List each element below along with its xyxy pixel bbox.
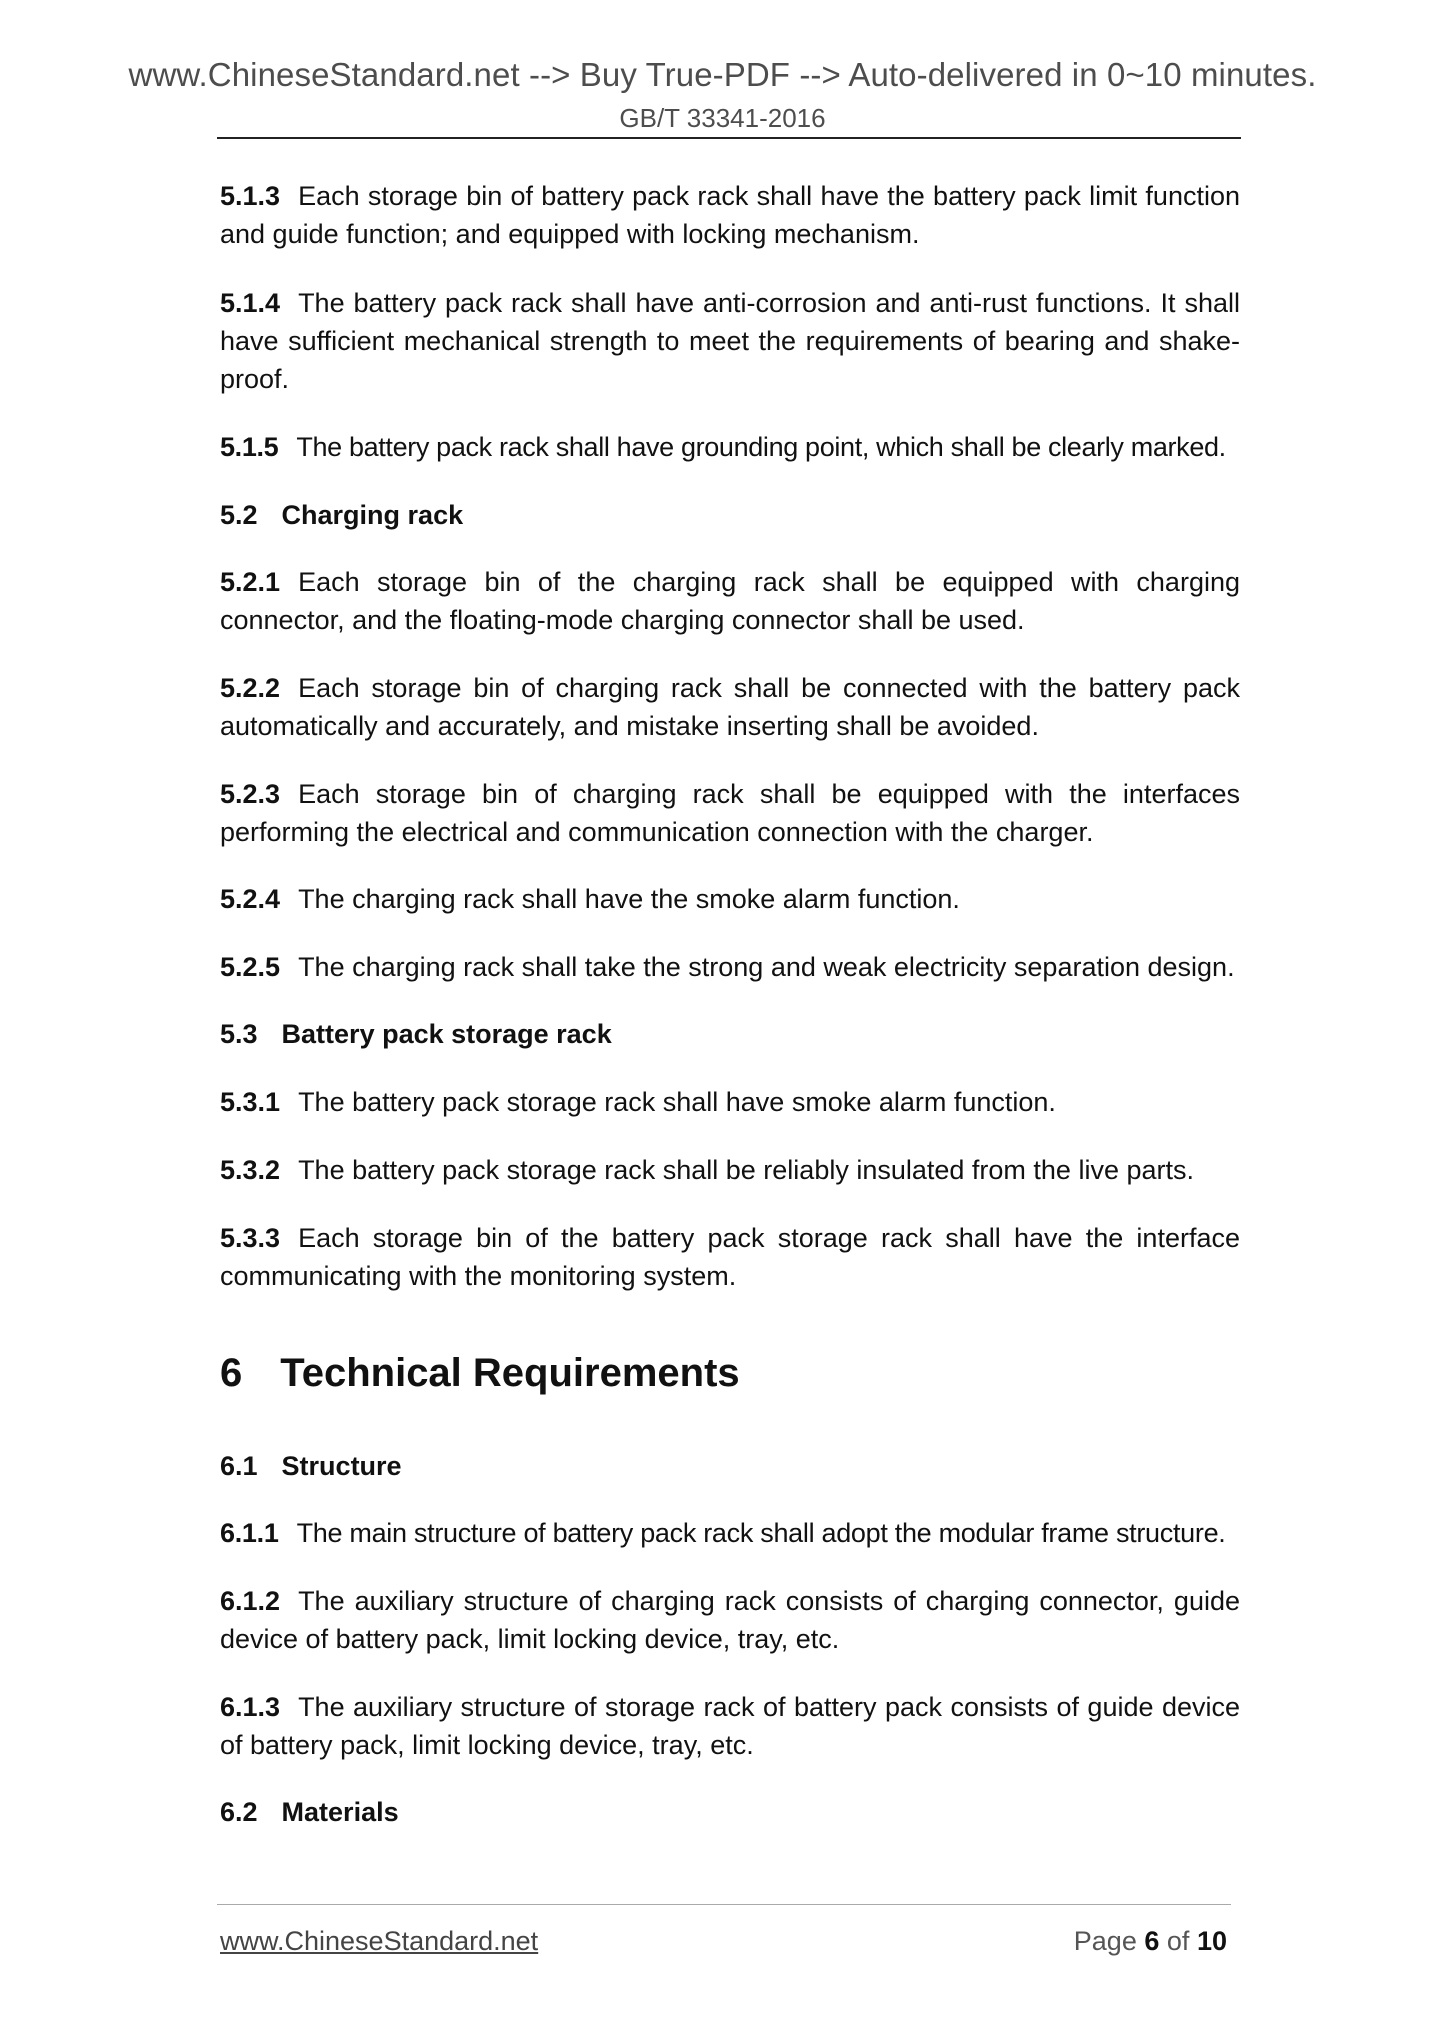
page-total: 10 (1196, 1926, 1227, 1956)
chapter-number: 6 (220, 1351, 243, 1395)
section-6-2-heading (220, 1793, 399, 1831)
clause-text: The charging rack shall have the smoke alarm function. (298, 884, 960, 914)
clause-text: The auxiliary structure of charging rack consists of charging connector, guide device of battery pack, limit locking device, tray, etc. (220, 1586, 1240, 1654)
clause-text: The battery pack rack shall have anti-corrosion and anti-rust functions. It shall have sufficient mechanical strength to meet the requirements of bearing and shake-proof. (220, 288, 1240, 394)
clause-6-1-1 (220, 1514, 1240, 1552)
clause-5-3-1 (220, 1083, 1240, 1121)
clause-5-3-2 (220, 1151, 1240, 1189)
footer-divider (217, 1904, 1231, 1905)
clause-5-2-2 (220, 669, 1240, 745)
section-number: 6.1 (220, 1451, 258, 1481)
section-number: 6.2 (220, 1797, 258, 1827)
clause-text: The battery pack storage rack shall be reliably insulated from the live parts. (298, 1155, 1194, 1185)
chapter-title: Technical Requirements (280, 1351, 740, 1395)
clause-5-3-3 (220, 1219, 1240, 1295)
clause-5-2-3 (220, 775, 1240, 851)
clause-6-1-3 (220, 1688, 1240, 1764)
clause-number: 5.2.2 (220, 673, 281, 703)
section-title: Structure (281, 1451, 402, 1481)
clause-5-2-1 (220, 563, 1240, 639)
section-number: 5.3 (220, 1019, 258, 1049)
page-indicator (1074, 1926, 1227, 1957)
section-5-2-heading (220, 496, 463, 534)
clause-number: 5.3.1 (220, 1087, 281, 1117)
clause-5-2-4 (220, 880, 1240, 918)
page-label: Page (1073, 1926, 1137, 1956)
clause-text: Each storage bin of battery pack rack shall have the battery pack limit function and guide function; and equipped with locking mechanism. (220, 181, 1240, 249)
chapter-6-heading (220, 1348, 740, 1398)
header-divider (217, 137, 1241, 139)
clause-text: The main structure of battery pack rack shall adopt the modular frame structure. (296, 1518, 1226, 1548)
clause-5-2-5 (220, 948, 1240, 986)
clause-number: 5.3.2 (220, 1155, 281, 1185)
clause-number: 6.1.3 (220, 1692, 281, 1722)
clause-text: Each storage bin of charging rack shall be equipped with the interfaces performing the electrical and communication connection with the charger. (220, 779, 1240, 847)
clause-number: 5.2.1 (220, 567, 281, 597)
clause-number: 6.1.1 (220, 1518, 279, 1548)
section-5-3-heading (220, 1015, 612, 1053)
clause-number: 5.2.3 (220, 779, 281, 809)
clause-text: The charging rack shall take the strong and weak electricity separation design. (298, 952, 1235, 982)
clause-text: Each storage bin of the battery pack storage rack shall have the interface communicating with the monitoring system. (220, 1223, 1240, 1291)
clause-number: 6.1.2 (220, 1586, 281, 1616)
section-number: 5.2 (220, 500, 258, 530)
section-title: Materials (281, 1797, 399, 1827)
header-banner: www.ChineseStandard.net --> Buy True-PDF --> Auto-delivered in 0~10 minutes. (128, 56, 1317, 93)
footer-site-link[interactable]: www.ChineseStandard.net (220, 1926, 539, 1956)
clause-text: The battery pack rack shall have grounding point, which shall be clearly marked. (296, 432, 1226, 462)
clause-text: The auxiliary structure of storage rack of battery pack consists of guide device of battery pack, limit locking device, tray, etc. (220, 1692, 1240, 1760)
clause-text: Each storage bin of the charging rack shall be equipped with charging connector, and the floating-mode charging connector shall be used. (220, 567, 1240, 635)
section-6-1-heading (220, 1447, 402, 1485)
clause-5-1-3 (220, 177, 1240, 253)
section-title: Charging rack (281, 500, 464, 530)
clause-5-1-5 (220, 428, 1240, 466)
clause-number: 5.2.4 (220, 884, 281, 914)
clause-6-1-2 (220, 1582, 1240, 1658)
clause-text: The battery pack storage rack shall have smoke alarm function. (298, 1087, 1056, 1117)
clause-5-1-4 (220, 284, 1240, 398)
clause-number: 5.1.5 (220, 432, 279, 462)
clause-number: 5.2.5 (220, 952, 281, 982)
page-of: of (1166, 1926, 1190, 1956)
clause-text: Each storage bin of charging rack shall be connected with the battery pack automatically and accurately, and mistake inserting shall be avoided. (220, 673, 1240, 741)
clause-number: 5.1.4 (220, 288, 281, 318)
page-current: 6 (1144, 1926, 1160, 1956)
section-title: Battery pack storage rack (281, 1019, 612, 1049)
clause-number: 5.1.3 (220, 181, 281, 211)
clause-number: 5.3.3 (220, 1223, 281, 1253)
standard-number: GB/T 33341-2016 (619, 103, 826, 133)
